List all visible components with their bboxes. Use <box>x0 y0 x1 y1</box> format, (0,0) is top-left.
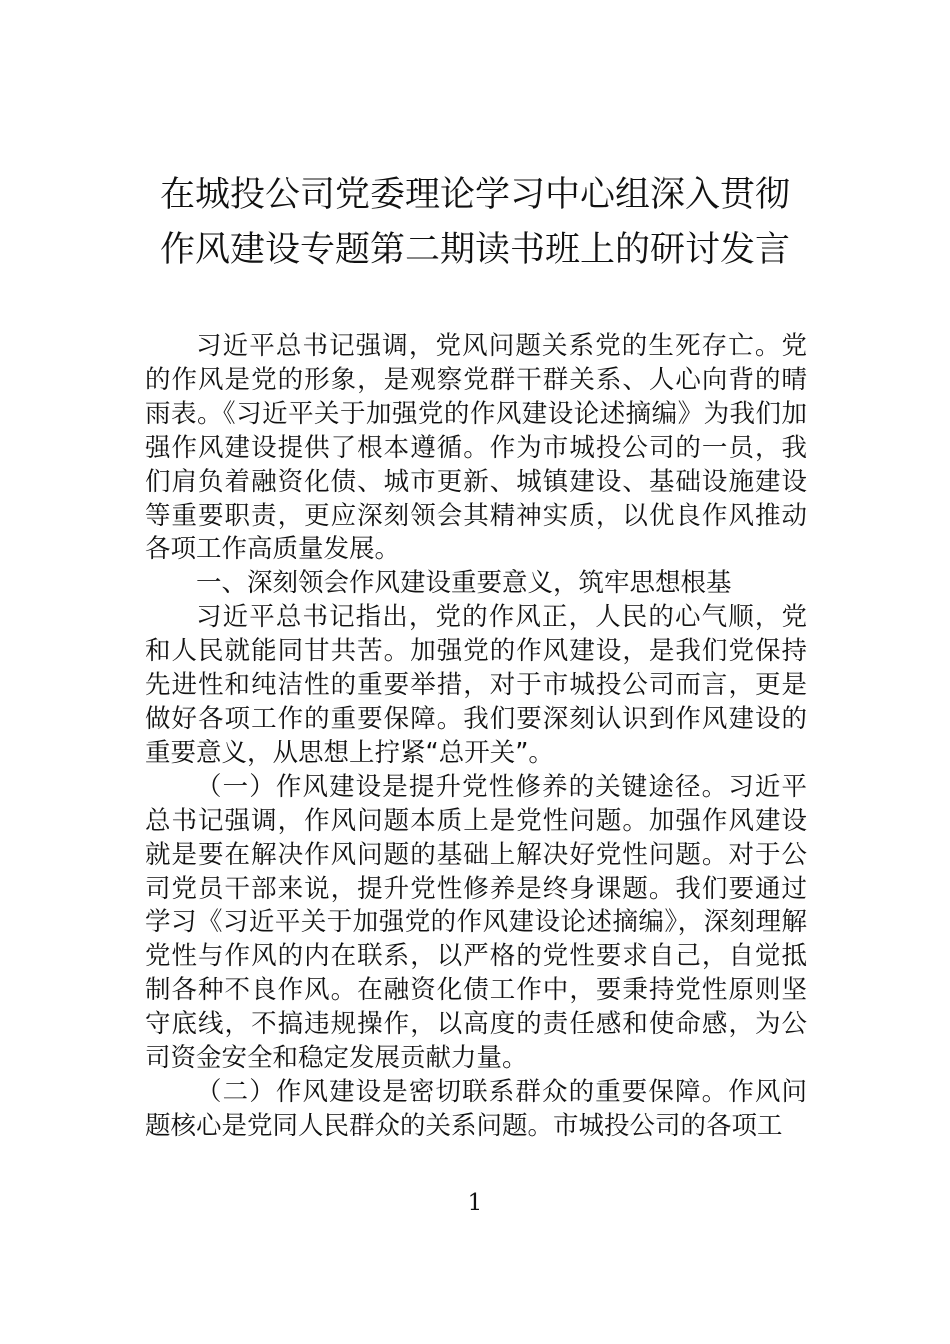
section-heading-1: 一、深刻领会作风建设重要意义，筑牢思想根基 <box>196 568 732 599</box>
title-line-2: 作风建设专题第二期读书班上的研讨发言 <box>159 230 790 270</box>
document-title <box>145 168 805 278</box>
page-number: 1 <box>467 1190 483 1216</box>
paragraph-point-1: （一）作风建设是提升党性修养的关键途径。习近平总书记强调，作风问题本质上是党性问题。加强作风建设就是要在解决作风问题的基础上解决好党性问题。对于公司党员干部来说，提升党性修养是终身课题。我们要通过学习《习近平关于加强党的作风建设论述摘编》，深刻理解党性与作风的内在联系，以严格的党性要求自己，自觉抵制各种不良作风。在融资化债工作中，要秉持党性原则坚守底线，不搞违规操作，以高度的责任感和使命感，为公司资金安全和稳定发展贡献力量。 <box>145 771 807 1074</box>
paragraph-point-2: （二）作风建设是密切联系群众的重要保障。作风问题核心是党同人民群众的关系问题。市城投公司的各项工 <box>145 1076 807 1141</box>
document-body <box>145 330 807 1144</box>
paragraph-section-1: 习近平总书记指出，党的作风正，人民的心气顺，党和人民就能同甘共苦。加强党的作风建设，是我们党保持先进性和纯洁性的重要举措，对于市城投公司而言，更是做好各项工作的重要保障。我们要深刻认识到作风建设的重要意义，从思想上拧紧“总开关”。 <box>145 602 807 768</box>
title-line-1: 在城投公司党委理论学习中心组深入贯彻 <box>159 175 790 215</box>
paragraph-intro: 习近平总书记强调，党风问题关系党的生死存亡。党的作风是党的形象，是观察党群干群关系、人心向背的晴雨表。《习近平关于加强党的作风建设论述摘编》为我们加强作风建设提供了根本遵循。作为市城投公司的一员，我们肩负着融资化债、城市更新、城镇建设、基础设施建设等重要职责，更应深刻领会其精神实质，以优良作风推动各项工作高质量发展。 <box>145 331 807 565</box>
